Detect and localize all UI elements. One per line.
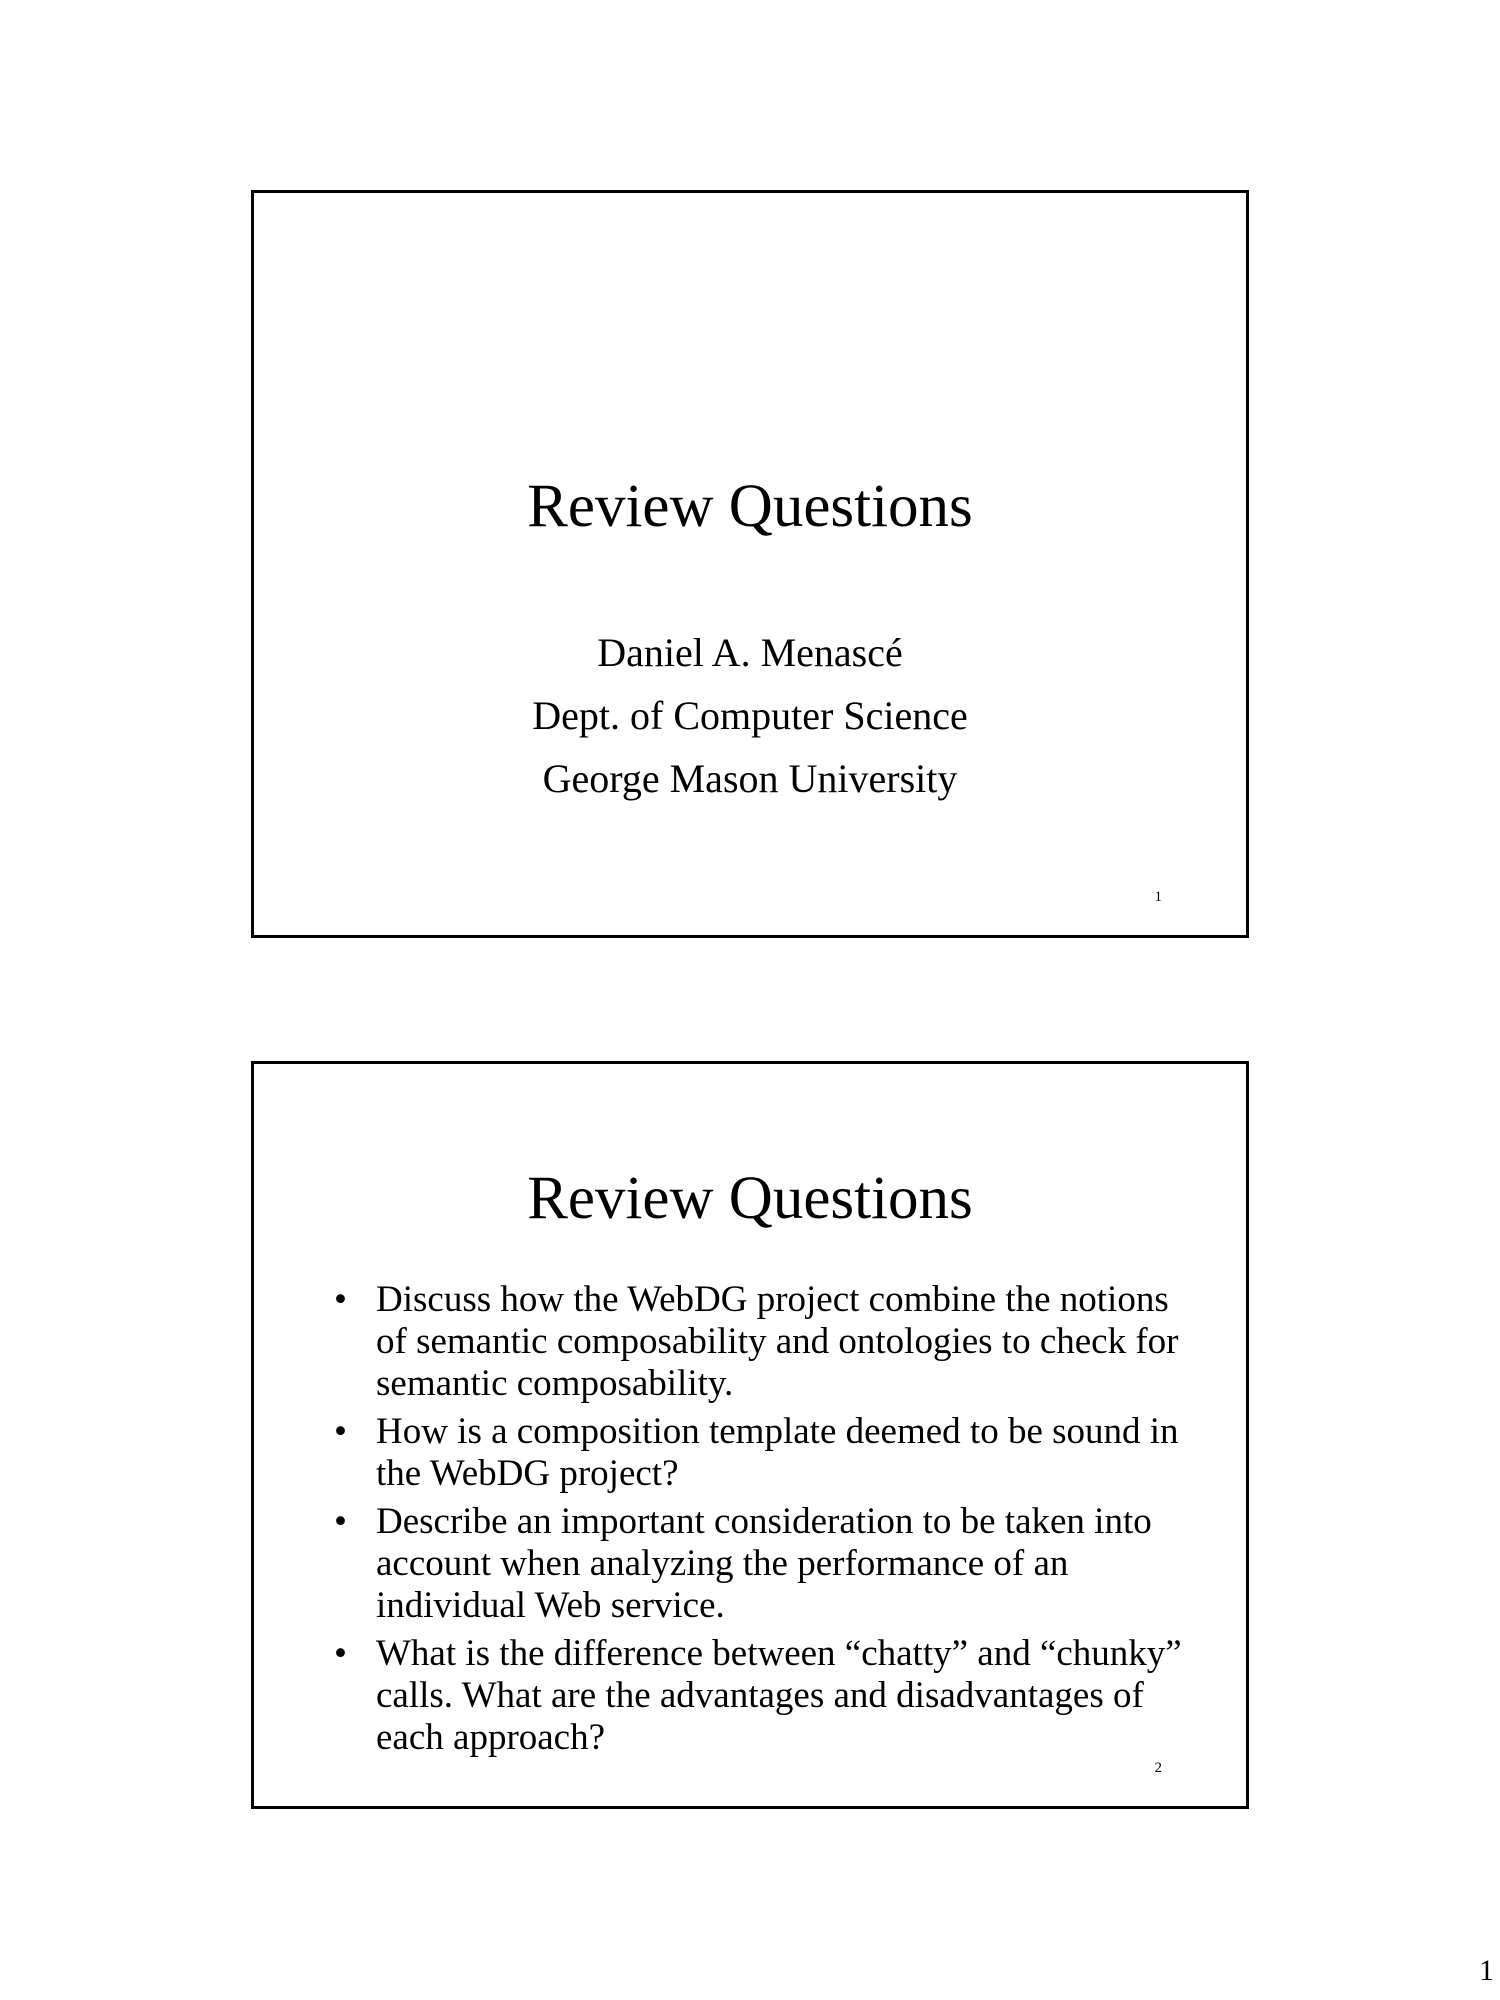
author-university: George Mason University [542, 756, 958, 801]
slide-title: Review Questions [527, 473, 973, 540]
bullet-item [334, 1279, 1194, 1405]
bullet-item [334, 1501, 1194, 1627]
bullet-icon: • [334, 1501, 347, 1542]
bullet-icon: • [334, 1279, 347, 1320]
slide-2 [251, 1061, 1249, 1809]
author-block [254, 621, 1246, 810]
page-number: 1 [1479, 1954, 1494, 1987]
author-name: Daniel A. Menascé [597, 630, 903, 675]
bullet-item [334, 1411, 1194, 1495]
bullet-text: How is a composition template deemed to be sound in the WebDG project? [376, 1411, 1179, 1494]
bullet-list [334, 1279, 1194, 1765]
bullet-icon: • [334, 1633, 347, 1674]
bullet-text: Discuss how the WebDG project combine the notions of semantic composability and ontologies to check for semantic composability. [376, 1279, 1179, 1404]
slide-title: Review Questions [527, 1165, 973, 1232]
bullet-text: What is the difference between “chatty” and “chunky” calls. What are the advantages and disadvantages of each approach? [376, 1633, 1182, 1758]
bullet-icon: • [334, 1411, 347, 1452]
bullet-item [334, 1633, 1194, 1759]
author-department: Dept. of Computer Science [532, 693, 968, 738]
slide-number: 2 [1154, 1760, 1162, 1776]
slide-1 [251, 190, 1249, 938]
bullet-text: Describe an important consideration to be taken into account when analyzing the performance of an individual Web service. [376, 1501, 1152, 1626]
slide-number: 1 [1154, 889, 1162, 905]
